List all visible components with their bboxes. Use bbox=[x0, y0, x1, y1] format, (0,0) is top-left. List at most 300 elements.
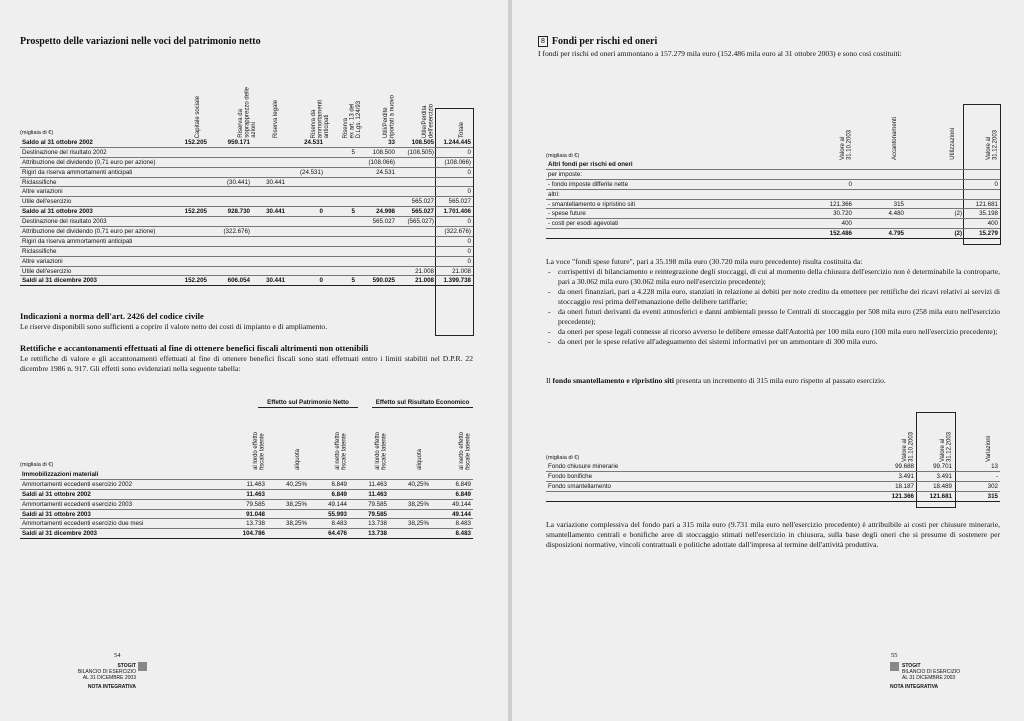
cell-value: 0 bbox=[436, 256, 473, 266]
row-label: Riclassifiche bbox=[20, 246, 170, 256]
cell-value bbox=[325, 187, 357, 197]
footer-company: STOGIT bbox=[902, 663, 921, 669]
cell-value bbox=[267, 509, 309, 519]
right-page-number: 55 bbox=[891, 652, 898, 659]
cell-value: 152.205 bbox=[170, 207, 209, 217]
cell-value: 79.585 bbox=[349, 509, 389, 519]
cell-value: 79.585 bbox=[225, 499, 267, 509]
table-row bbox=[546, 179, 1000, 189]
cell-value bbox=[906, 169, 964, 179]
cell-value bbox=[357, 197, 397, 207]
row-label: Attribuzione del dividendo (0,71 euro per azione) bbox=[20, 157, 170, 167]
row-label: Saldi al 31 dicembre 2003 bbox=[20, 529, 225, 539]
cell-value bbox=[325, 227, 357, 237]
left-page-number: 54 bbox=[114, 652, 121, 659]
cell-value bbox=[854, 160, 906, 169]
equity-unit-label: (migliaia di €) bbox=[20, 130, 54, 136]
cell-value: 38,25% bbox=[389, 499, 431, 509]
cell-value bbox=[397, 227, 436, 237]
cell-value bbox=[252, 138, 287, 147]
cell-value bbox=[252, 167, 287, 177]
cell-value: 302 bbox=[954, 481, 1000, 491]
cell-value bbox=[964, 169, 1000, 179]
row-label: - smantellamento e ripristino siti bbox=[546, 199, 796, 209]
cell-value: (2) bbox=[906, 229, 964, 239]
cell-value bbox=[357, 187, 397, 197]
cell-value bbox=[252, 266, 287, 276]
row-label: Rigiri da riserva ammortamenti anticipati bbox=[20, 167, 170, 177]
cell-value bbox=[170, 227, 209, 237]
cell-value bbox=[325, 217, 357, 227]
footer-line: BILANCIO DI ESERCIZIO bbox=[77, 669, 136, 675]
table-row bbox=[546, 229, 1000, 239]
cell-value: (322.676) bbox=[209, 227, 252, 237]
cell-value bbox=[357, 246, 397, 256]
spese-future-intro: La voce "fondi spese future", pari a 35.198 mila euro (30.720 mila euro precedente) risulta costituita da: bbox=[546, 257, 863, 266]
cell-value bbox=[309, 470, 349, 479]
cell-value: 121.681 bbox=[964, 199, 1000, 209]
cell-value bbox=[252, 157, 287, 167]
table-row bbox=[20, 177, 473, 187]
column-header: aliquota bbox=[417, 448, 423, 470]
cell-value: 24.531 bbox=[287, 138, 325, 147]
table-row bbox=[546, 169, 1000, 179]
row-label: Ammortamenti eccedenti esercizio 2003 bbox=[20, 499, 225, 509]
cell-value: 315 bbox=[854, 199, 906, 209]
cell-value: 35.198 bbox=[964, 209, 1000, 219]
table-row bbox=[20, 167, 473, 177]
cell-value: 18.187 bbox=[876, 481, 916, 491]
cell-value: 0 bbox=[436, 217, 473, 227]
cell-value bbox=[209, 256, 252, 266]
list-item: - da oneri finanziari, pari a 4.228 mila euro, stanziati in relazione ai debiti per note credito da emettere per rettifiche dei ricavi relativi ai servizi di stoccaggio resi prima dell'emanazione delle delibere tariffarie; bbox=[558, 287, 1000, 307]
table-row bbox=[20, 470, 473, 479]
cell-value bbox=[357, 236, 397, 246]
cell-value: 13 bbox=[954, 462, 1000, 471]
cell-value: 11.463 bbox=[225, 489, 267, 499]
cell-value: 121.681 bbox=[916, 491, 954, 501]
cell-value: 565.027 bbox=[436, 197, 473, 207]
cell-value: 0 bbox=[436, 167, 473, 177]
row-label: Fondo chiusure minerarie bbox=[546, 462, 876, 471]
cell-value: 0 bbox=[287, 207, 325, 217]
cell-value: 30.441 bbox=[252, 276, 287, 286]
right-footer bbox=[890, 663, 982, 690]
cell-value bbox=[170, 266, 209, 276]
cell-value bbox=[906, 160, 964, 169]
cell-value bbox=[252, 256, 287, 266]
cell-value bbox=[325, 266, 357, 276]
right-intro-text: I fondi per rischi ed oneri ammontano a 157.279 mila euro (152.486 mila euro al 31 ottobre 2003) e sono così costituiti: bbox=[538, 49, 902, 58]
column-header: Utilizzazioni bbox=[950, 128, 956, 160]
cell-value bbox=[854, 179, 906, 189]
table-row bbox=[20, 138, 473, 147]
tax-effects-table bbox=[20, 470, 473, 539]
cell-value bbox=[397, 256, 436, 266]
cell-value: 49.144 bbox=[431, 509, 473, 519]
cell-value: 1.399.738 bbox=[436, 276, 473, 286]
cell-value bbox=[170, 217, 209, 227]
cell-value: 30.441 bbox=[252, 177, 287, 187]
cell-value: 565.027 bbox=[357, 217, 397, 227]
table-row bbox=[546, 189, 1000, 199]
row-label: Ammortamenti eccedenti esercizio due mesi bbox=[20, 519, 225, 529]
cell-value: 6.849 bbox=[431, 479, 473, 489]
cell-value: 11.463 bbox=[225, 479, 267, 489]
row-label: altri: bbox=[546, 189, 796, 199]
cell-value bbox=[170, 167, 209, 177]
right-page-title: Fondi per rischi ed oneri bbox=[551, 36, 658, 47]
footer-line: BILANCIO DI ESERCIZIO bbox=[902, 669, 961, 675]
cell-value bbox=[325, 256, 357, 266]
cell-value: 8.483 bbox=[309, 519, 349, 529]
row-label: - fondo imposte differite nette bbox=[546, 179, 796, 189]
cell-value bbox=[325, 177, 357, 187]
section-art2426-title: Indicazioni a norma dell'art. 2426 del codice civile bbox=[20, 311, 204, 321]
table-row bbox=[20, 489, 473, 499]
cell-value bbox=[252, 147, 287, 157]
column-header: al netto effetto fiscale latente bbox=[459, 432, 472, 470]
cell-value: 18.489 bbox=[916, 481, 954, 491]
cell-value: 5 bbox=[325, 276, 357, 286]
table-row bbox=[546, 471, 1000, 481]
table-row bbox=[20, 519, 473, 529]
column-header: Valore al 31.10.2003 bbox=[840, 129, 853, 160]
column-header: Capitale sociale bbox=[195, 95, 201, 138]
cell-value bbox=[287, 177, 325, 187]
row-label: Saldi al 31 ottobre 2002 bbox=[20, 489, 225, 499]
column-header: Riserva da ammortamenti anticipati bbox=[311, 99, 331, 138]
row-label: Saldo al 31 ottobre 2002 bbox=[20, 138, 170, 147]
cell-value: 24.998 bbox=[357, 207, 397, 217]
equity-table-header bbox=[20, 74, 473, 138]
footer-section: NOTA INTEGRATIVA bbox=[87, 684, 136, 690]
row-label: Saldo al 31 ottobre 2003 bbox=[20, 207, 170, 217]
cell-value: 0 bbox=[436, 147, 473, 157]
cell-value bbox=[796, 169, 854, 179]
cell-value bbox=[397, 236, 436, 246]
cell-value bbox=[287, 147, 325, 157]
cell-value bbox=[325, 167, 357, 177]
table-row bbox=[20, 499, 473, 509]
cell-value: 21.008 bbox=[436, 266, 473, 276]
cell-value bbox=[357, 266, 397, 276]
footer-line: AL 31 DICEMBRE 2003 bbox=[902, 675, 956, 681]
cell-value: (30.441) bbox=[209, 177, 252, 187]
cell-value bbox=[397, 157, 436, 167]
cell-value bbox=[170, 177, 209, 187]
cell-value: 11.463 bbox=[349, 489, 389, 499]
table-row bbox=[20, 157, 473, 167]
cell-value: 15.279 bbox=[964, 229, 1000, 239]
cell-value: 21.008 bbox=[397, 276, 436, 286]
cell-value bbox=[267, 470, 309, 479]
cell-value bbox=[389, 489, 431, 499]
cell-value bbox=[209, 217, 252, 227]
cell-value bbox=[252, 227, 287, 237]
cell-value: 33 bbox=[357, 138, 397, 147]
table-row bbox=[20, 207, 473, 217]
column-header: Valore al 31.12.2003 bbox=[940, 431, 953, 462]
row-label bbox=[546, 229, 796, 239]
section-rettifiche-text: Le rettifiche di valore e gli accantonamenti effettuati al fine di ottenere benefici fiscali sono stati effettuati entro i limiti stabiliti nel D.P.R. 22 dicembre 1986 n. 917. Gli effetti sono evidenziati nella seguente tabella: bbox=[20, 354, 473, 373]
smantellamento-text bbox=[546, 376, 1000, 386]
cell-value bbox=[287, 157, 325, 167]
cell-value: 565.027 bbox=[397, 207, 436, 217]
cell-value bbox=[209, 197, 252, 207]
cell-value: 11.463 bbox=[349, 479, 389, 489]
cell-value: (2) bbox=[906, 209, 964, 219]
cell-value: (108.066) bbox=[436, 157, 473, 167]
left-page bbox=[0, 0, 508, 721]
cell-value: 30.441 bbox=[252, 207, 287, 217]
column-header: al lordo effetto fiscale latente bbox=[253, 432, 266, 470]
cell-value: 590.025 bbox=[357, 276, 397, 286]
smantellamento-lead: Il bbox=[546, 376, 551, 385]
table-row bbox=[20, 217, 473, 227]
cell-value: 91.048 bbox=[225, 509, 267, 519]
cell-value: (108.505) bbox=[397, 147, 436, 157]
cell-value bbox=[209, 167, 252, 177]
smantellamento-bold: fondo smantellamento e ripristino siti bbox=[552, 376, 675, 385]
row-label: Fondo bonifiche bbox=[546, 471, 876, 481]
cell-value: 315 bbox=[954, 491, 1000, 501]
cell-value: (322.676) bbox=[436, 227, 473, 237]
cell-value: 49.144 bbox=[309, 499, 349, 509]
row-label: Riclassifiche bbox=[20, 177, 170, 187]
cell-value: 38,25% bbox=[389, 519, 431, 529]
row-label: - costi per esodi agevolati bbox=[546, 219, 796, 229]
cell-value: 108.505 bbox=[397, 138, 436, 147]
list-item: - corrispettivi di bilanciamento e reintegrazione degli stoccaggi, di cui al momento della chiusura dell'esercizio non è determinabile la controparte, pari a 30.062 mila euro (30.062 mila euro nell'esercizio precedente); bbox=[558, 267, 1000, 287]
table-row bbox=[20, 509, 473, 519]
column-header: Riserva ex art. 13 del D.Lgs. 124/93 bbox=[343, 100, 363, 138]
right-page-heading bbox=[538, 36, 657, 47]
left-page-title: Prospetto delle variazioni nelle voci del patrimonio netto bbox=[20, 36, 261, 47]
footer-line: AL 31 DICEMBRE 2003 bbox=[82, 675, 136, 681]
cell-value bbox=[906, 189, 964, 199]
cell-value bbox=[170, 236, 209, 246]
cell-value bbox=[209, 236, 252, 246]
table-row bbox=[546, 160, 1000, 169]
column-header: Totale bbox=[459, 121, 465, 138]
table-row bbox=[20, 479, 473, 489]
dismantling-unit-label: (migliaia di €) bbox=[546, 455, 580, 461]
section-number-badge: 8 bbox=[538, 36, 548, 47]
cell-value bbox=[854, 219, 906, 229]
row-label: Attribuzione del dividendo (0,71 euro per azione) bbox=[20, 227, 170, 237]
cell-value bbox=[389, 470, 431, 479]
footer-company: STOGIT bbox=[117, 663, 136, 669]
cell-value bbox=[209, 147, 252, 157]
cell-value bbox=[170, 256, 209, 266]
cell-value bbox=[287, 227, 325, 237]
cell-value bbox=[287, 217, 325, 227]
row-label: Ammortamenti eccedenti esercizio 2002 bbox=[20, 479, 225, 489]
equity-table bbox=[20, 138, 473, 286]
cell-value bbox=[357, 256, 397, 266]
cell-value bbox=[436, 177, 473, 187]
cell-value: 1.244.445 bbox=[436, 138, 473, 147]
cell-value: 959.171 bbox=[209, 138, 252, 147]
tax-table-header bbox=[20, 412, 473, 470]
cell-value bbox=[397, 187, 436, 197]
row-label: Destinazione del risultato 2003 bbox=[20, 217, 170, 227]
table-row bbox=[20, 187, 473, 197]
cell-value bbox=[209, 246, 252, 256]
row-label: Immobilizzazioni materiali bbox=[20, 470, 225, 479]
cell-value: 1.701.406 bbox=[436, 207, 473, 217]
cell-value bbox=[252, 236, 287, 246]
cell-value: 152.205 bbox=[170, 276, 209, 286]
column-header: Riserva da soprapprezzo delle azioni bbox=[238, 87, 258, 138]
row-label: Saldi al 31 ottobre 2003 bbox=[20, 509, 225, 519]
cell-value: 121.366 bbox=[796, 199, 854, 209]
table-row bbox=[546, 199, 1000, 209]
cell-value bbox=[906, 179, 964, 189]
cell-value bbox=[209, 157, 252, 167]
cell-value bbox=[287, 246, 325, 256]
cell-value: 55.993 bbox=[309, 509, 349, 519]
cell-value: 8.483 bbox=[431, 519, 473, 529]
cell-value: 3.491 bbox=[916, 471, 954, 481]
cell-value bbox=[267, 489, 309, 499]
cell-value bbox=[287, 266, 325, 276]
cell-value: 0 bbox=[964, 179, 1000, 189]
cell-value: 30.720 bbox=[796, 209, 854, 219]
provisions-unit-label: (migliaia di €) bbox=[546, 153, 580, 159]
cell-value bbox=[389, 509, 431, 519]
cell-value bbox=[325, 236, 357, 246]
cell-value: 0 bbox=[796, 179, 854, 189]
cell-value bbox=[170, 147, 209, 157]
cell-value: 0 bbox=[287, 276, 325, 286]
row-label: Saldi al 31 dicembre 2003 bbox=[20, 276, 170, 286]
cell-value bbox=[357, 227, 397, 237]
row-label: per imposte: bbox=[546, 169, 796, 179]
left-footer bbox=[60, 663, 136, 690]
row-label: Rigiri da riserva ammortamenti anticipati bbox=[20, 236, 170, 246]
cell-value: 928.730 bbox=[209, 207, 252, 217]
cell-value bbox=[209, 187, 252, 197]
cell-value: 400 bbox=[796, 219, 854, 229]
table-row bbox=[546, 219, 1000, 229]
cell-value bbox=[287, 256, 325, 266]
cell-value: 0 bbox=[436, 246, 473, 256]
group-header-result: Effetto sul Risultato Economico bbox=[372, 399, 473, 408]
table-row bbox=[20, 529, 473, 539]
row-label: Destinazione del risultato 2002 bbox=[20, 147, 170, 157]
cell-value: 38,25% bbox=[267, 519, 309, 529]
spese-future-list bbox=[546, 267, 1000, 347]
row-label bbox=[546, 491, 876, 501]
row-label: Altre variazioni bbox=[20, 187, 170, 197]
cell-value: 0 bbox=[436, 187, 473, 197]
cell-value: 565.027 bbox=[397, 197, 436, 207]
cell-value bbox=[252, 187, 287, 197]
table-row bbox=[20, 197, 473, 207]
cell-value: 4.795 bbox=[854, 229, 906, 239]
cell-value bbox=[397, 167, 436, 177]
table-row bbox=[20, 236, 473, 246]
cell-value: 4.480 bbox=[854, 209, 906, 219]
column-header: aliquota bbox=[295, 448, 301, 470]
cell-value: (24.531) bbox=[287, 167, 325, 177]
cell-value: 13.738 bbox=[349, 529, 389, 539]
cell-value bbox=[325, 157, 357, 167]
cell-value: 40,25% bbox=[389, 479, 431, 489]
cell-value bbox=[287, 197, 325, 207]
cell-value: 5 bbox=[325, 207, 357, 217]
cell-value bbox=[287, 187, 325, 197]
table-row bbox=[20, 246, 473, 256]
row-label: Altri fondi per rischi ed oneri bbox=[546, 160, 796, 169]
stogit-logo-mark bbox=[138, 662, 147, 671]
cell-value bbox=[906, 219, 964, 229]
cell-value bbox=[854, 189, 906, 199]
list-item: - da oneri per le spese relative all'adeguamento dei sistemi informativi per un ammontare di 300 mila euro. bbox=[558, 337, 1000, 347]
table-row bbox=[546, 462, 1000, 471]
row-label: Altre variazioni bbox=[20, 256, 170, 266]
cell-value bbox=[170, 187, 209, 197]
cell-value bbox=[796, 160, 854, 169]
footer-section: NOTA INTEGRATIVA bbox=[890, 684, 939, 690]
cell-value bbox=[252, 217, 287, 227]
cell-value: 152.486 bbox=[796, 229, 854, 239]
cell-value: 3.491 bbox=[876, 471, 916, 481]
cell-value bbox=[796, 189, 854, 199]
cell-value bbox=[225, 470, 267, 479]
table-row bbox=[546, 209, 1000, 219]
cell-value bbox=[252, 246, 287, 256]
row-label: Fondo smantellamento bbox=[546, 481, 876, 491]
column-header: Utile/Perdita dell'esercizio bbox=[422, 103, 435, 138]
column-header: Accantonamenti bbox=[892, 116, 898, 160]
cell-value: 40,25% bbox=[267, 479, 309, 489]
cell-value bbox=[431, 470, 473, 479]
column-header: al lordo effetto fiscale latente bbox=[375, 432, 388, 470]
cell-value bbox=[170, 197, 209, 207]
cell-value: 38,25% bbox=[267, 499, 309, 509]
cell-value: 152.205 bbox=[170, 138, 209, 147]
cell-value: 6.849 bbox=[309, 479, 349, 489]
cell-value bbox=[397, 246, 436, 256]
table-row bbox=[546, 481, 1000, 491]
cell-value bbox=[906, 199, 964, 209]
list-item: - da oneri per spese legali connesse al ricorso avverso le delibere emesse dall'Autorità per 100 mila euro (100 mila euro nell'esercizio precedente); bbox=[558, 327, 1000, 337]
right-page bbox=[512, 0, 1024, 721]
cell-value bbox=[389, 529, 431, 539]
smantellamento-rest: presenta un incremento di 315 mila euro rispetto al passato esercizio. bbox=[675, 376, 886, 385]
cell-value bbox=[170, 246, 209, 256]
cell-value bbox=[325, 197, 357, 207]
group-header-equity: Effetto sul Patrimonio Netto bbox=[258, 399, 358, 408]
table-row bbox=[20, 256, 473, 266]
cell-value bbox=[349, 470, 389, 479]
cell-value: 0 bbox=[436, 236, 473, 246]
row-label: Utile dell'esercizio bbox=[20, 197, 170, 207]
cell-value: 99.688 bbox=[876, 462, 916, 471]
cell-value bbox=[325, 138, 357, 147]
column-header: al netto effetto fiscale latente bbox=[335, 432, 348, 470]
list-item: - da oneri futuri derivanti da eventi atmosferici e danni ambientali presso le Centrali di stoccaggio per 508 mila euro (258 mila euro nell'esercizio precedente); bbox=[558, 307, 1000, 327]
cell-value bbox=[854, 169, 906, 179]
cell-value: 400 bbox=[964, 219, 1000, 229]
cell-value bbox=[209, 266, 252, 276]
column-header: Riserva legale bbox=[273, 99, 279, 138]
cell-value bbox=[287, 236, 325, 246]
cell-value: 6.849 bbox=[431, 489, 473, 499]
